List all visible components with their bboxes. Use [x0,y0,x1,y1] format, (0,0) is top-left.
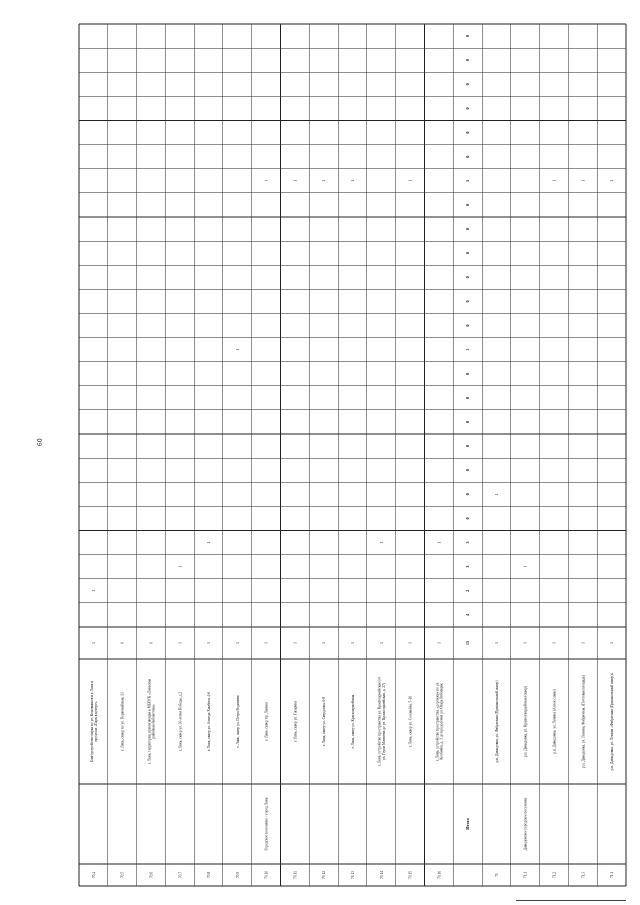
row-count: 1 [408,642,413,644]
row-mark-value: 0 [465,420,471,424]
row-mark-value: 0 [465,469,471,472]
row-count: 15 [465,640,471,646]
row-mark-value: 1 [293,179,298,182]
row-mark-value: 0 [465,34,471,38]
row-group: Давыдовское городское поселение [523,797,528,851]
row-id: 70.11 [293,871,298,879]
row-id: 70.6 [149,871,154,879]
row-name: р.п. Давыдовка, ул. Ленина, Фабричная, (Почтовая площадь) [581,674,586,769]
row-mark-value: 4 [465,613,471,617]
row-count: 1 [379,642,384,644]
row-mark-value: 0 [465,203,471,206]
row-name: г. Лянь, сквер по ул. Первомайская, 13 [120,692,125,751]
row-mark-value: 0 [465,107,471,110]
row-mark-value: 0 [465,372,471,375]
row-count: 1 [293,642,298,644]
row-id: 70.7 [178,871,183,879]
row-id: 70.5 [120,871,125,879]
row-mark-value: 0 [465,252,471,255]
row-name: ул. Герои Матвеева до ул. Красноармейская, д. 27) [381,682,386,761]
row-name: р.п. Давыдовка, ул. Ленина (Аллея славы) [552,689,557,754]
row-mark-value: 1 [91,589,96,592]
row-mark-value: 1 [552,179,557,182]
row-name: пределах «Парк в центре» [93,701,98,742]
row-mark-value: 1 [523,565,528,568]
row-name: р.п. Давыдовка, ул. Ленина «Фабричная (Пришкольный сквер)» [610,672,615,771]
row-mark-value: 3 [465,565,471,568]
row-name: г. Лянь, территория, прилегающая к МБОУК «Ляньская [147,678,152,765]
row-count: 1 [494,642,499,644]
row-id: 71 [494,873,499,877]
row-name: г. Лянь, сквер пр. Ленина [264,702,269,741]
row-mark-value: 0 [465,155,471,158]
row-mark-value: 0 [465,83,471,86]
row-count: 1 [610,642,615,644]
row-count: 1 [437,642,442,644]
row-mark-value: 1 [408,179,413,182]
row-id: 70.12 [322,870,327,880]
row-group: Городское поселение – город Лянь [264,797,269,851]
row-name: г. Лянь, сквер ул. Ахмеда Хамбеги, 4-6 [207,691,212,752]
row-id: 70.14 [379,870,384,880]
row-name: г. Лянь, сквер ул. 30-летия Победы, д.2 [178,691,183,752]
row-name: г. Лянь, устройство пространства ул. Красноармейская (от [377,676,382,767]
row-mark-value: 1 [264,179,269,182]
row-mark-value: 0 [465,493,471,496]
row-name: р.п. Давыдовка, ул. Красногвардейская (сквер) [523,685,528,758]
row-id: 71.1 [523,871,528,879]
row-mark-value: 1 [351,179,355,182]
row-name: г. Лянь, сквер ул. Гагарина [293,701,298,742]
row-name: Колбевна, д. 1 до продоления ул. Огарь Рябовщик [439,683,444,760]
row-mark-value: 0 [465,59,471,62]
row-mark-value: 2 [465,589,471,592]
row-id: 70.10 [264,870,269,880]
row-id: 70.9 [235,871,240,879]
row-mark-value: 1 [207,541,212,544]
row-name: Благоустройство парка по ул. Кожевников в г. Лянь в [89,680,94,763]
page-number: 60 [36,438,44,446]
row-id: 70.13 [351,870,355,880]
row-id: 70.15 [408,870,413,880]
row-count: 1 [581,642,586,644]
row-mark-value: 0 [465,445,471,448]
row-mark-value: 0 [465,276,471,279]
row-count: 1 [91,642,96,644]
row-mark-value: 0 [465,131,471,134]
table-frame [79,24,626,886]
bottom-rule [516,900,626,901]
row-name: г. Лянь, сквер ул. Красноармейская [351,694,355,749]
row-id: 71.2 [552,871,557,879]
data-table [79,24,626,886]
row-name: г. Лянь, сквер ул. Петра Родишева [235,695,240,748]
row-mark-value: 5 [465,179,471,182]
row-count: 1 [235,642,240,644]
row-name: р.п. Давыдовка, ул. Фабричная (Пришкольный сквер) [494,680,499,763]
row-mark-value: 0 [465,227,471,231]
row-mark-value: 1 [494,493,499,496]
row-group: Итого [465,818,471,830]
row-name: г. Лянь, сквер ул. Свердлова, 6-8 [322,696,327,747]
row-mark-value: 0 [465,396,471,399]
row-count: 0 [120,642,125,644]
row-name: г. Лянь, сквер ул. Соловьёва, 5-16 [408,695,413,748]
row-mark-value: 1 [322,179,327,182]
row-count: 1 [351,642,355,644]
row-id: 70.16 [437,870,442,880]
row-mark-value: 1 [610,179,615,182]
row-count: 1 [322,642,327,644]
row-id: 71.3 [581,871,586,879]
row-mark-value: 1 [235,348,240,351]
row-mark-value: 1 [379,541,384,544]
row-mark-value: 0 [465,300,471,303]
row-mark-value: 1 [581,179,586,182]
row-name: г. Лянь, устройство пространства, «дорожки» по ул. [435,681,440,762]
row-id: 70.8 [207,871,212,879]
row-count: 1 [264,642,269,644]
row-count: 1 [552,642,557,644]
row-mark-value: 1 [437,541,442,544]
row-id: 70.4 [91,871,96,879]
row-id: 71.4 [610,871,615,879]
row-count: 1 [178,642,183,644]
row-count: 0 [149,642,154,644]
row-count: 1 [207,642,212,644]
row-mark-value: 3 [465,541,471,544]
row-mark-value: 1 [465,348,471,351]
row-mark-value: 1 [178,565,183,568]
row-mark-value: 0 [465,324,471,327]
row-name: районная библиотека» [151,704,156,739]
row-count: 1 [523,642,528,644]
row-mark-value: 0 [465,517,471,520]
